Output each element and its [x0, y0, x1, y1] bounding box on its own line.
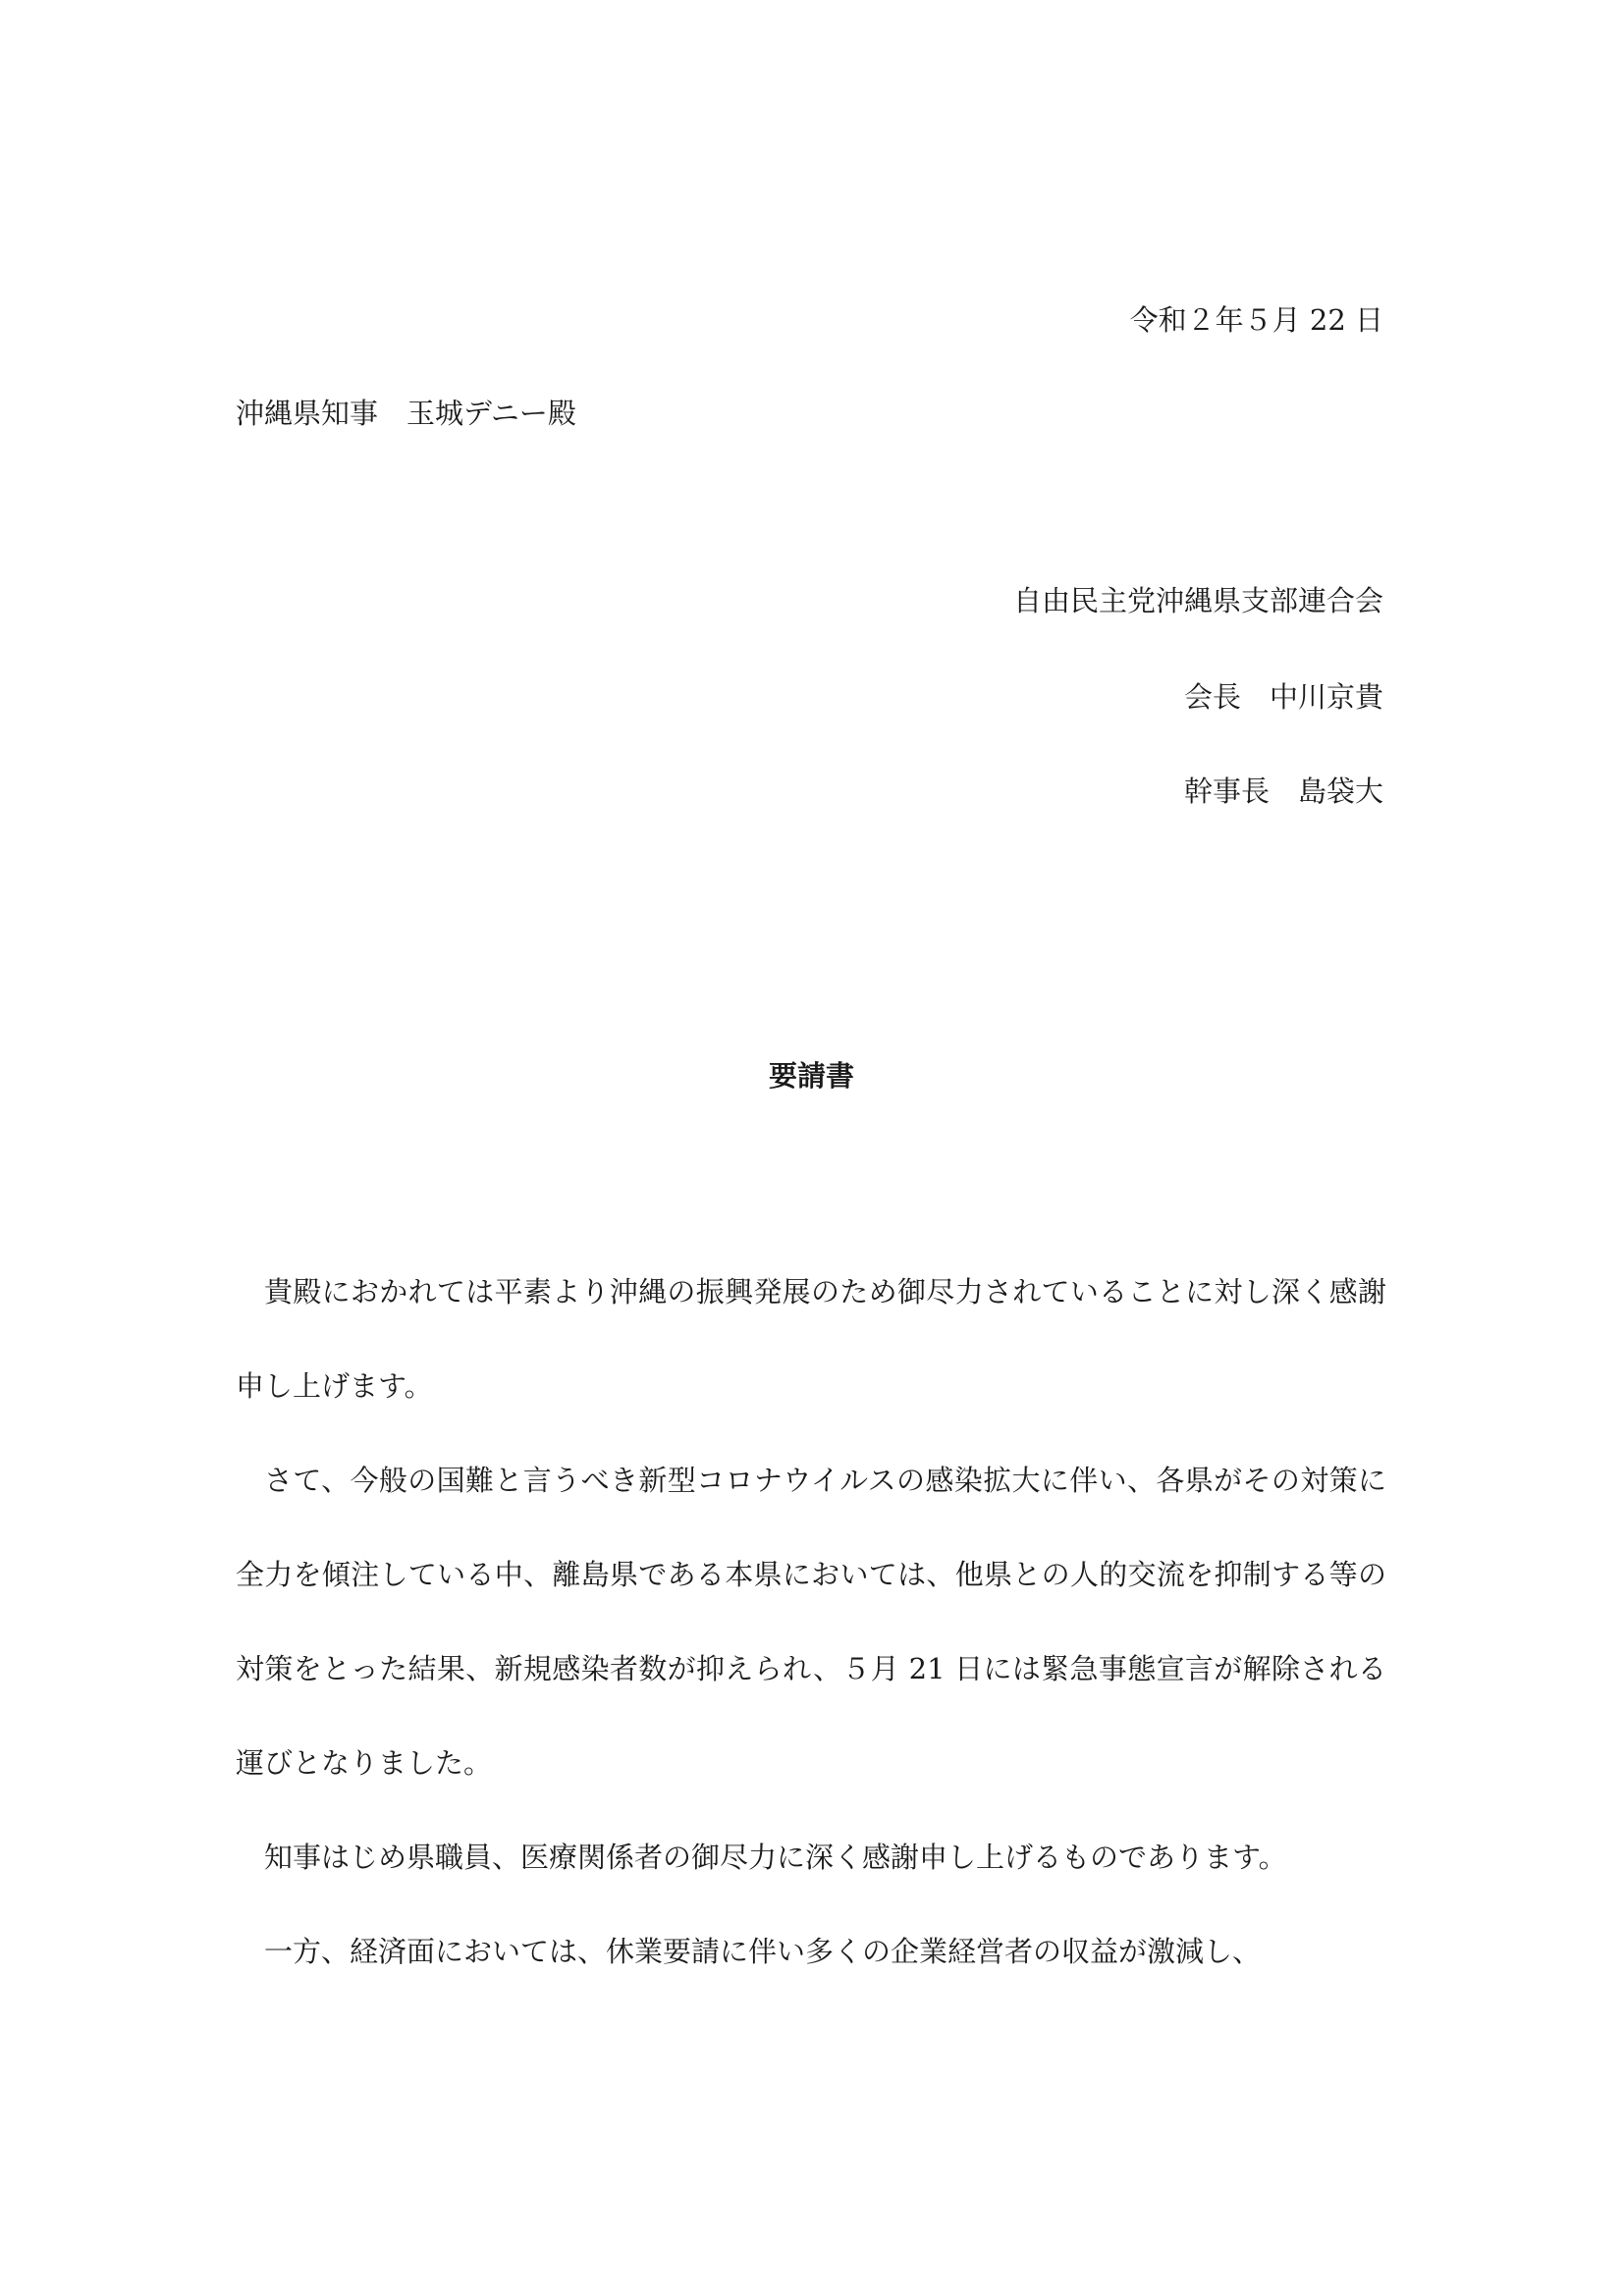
body-paragraph-2: さて、今般の国難と言うべき新型コロナウイルスの感染拡大に伴い、各県がその対策に全力を傾注している中、離島県である本県においては、他県との人的交流を抑制する等の対策をとった結果、新規感染者数が抑えられ、５月 21 日には緊急事態宣言が解除される運びとなりました。	[236, 1464, 1386, 1780]
body-paragraph-3: 知事はじめ県職員、医療関係者の御尽力に深く感謝申し上げるものであります。	[264, 1841, 1287, 1874]
document-title: 要請書	[768, 1059, 854, 1093]
letter-addressee: 沖縄県知事 玉城デニー殿	[236, 397, 576, 430]
body-paragraph-4: 一方、経済面においては、休業要請に伴い多くの企業経営者の収益が激減し、	[264, 1935, 1262, 1968]
sender-chairperson: 会長 中川京貴	[1183, 680, 1383, 714]
letter-body	[236, 1245, 1386, 1999]
sender-secretary-general: 幹事長 島袋大	[1183, 774, 1383, 808]
sender-organization: 自由民主党沖縄県支部連合会	[1012, 584, 1383, 617]
body-paragraph-1: 貴殿におかれては平素より沖縄の振興発展のため御尽力されていることに対し深く感謝申し上げます。	[236, 1275, 1386, 1403]
letter-date: 令和２年５月 22 日	[1129, 303, 1383, 337]
